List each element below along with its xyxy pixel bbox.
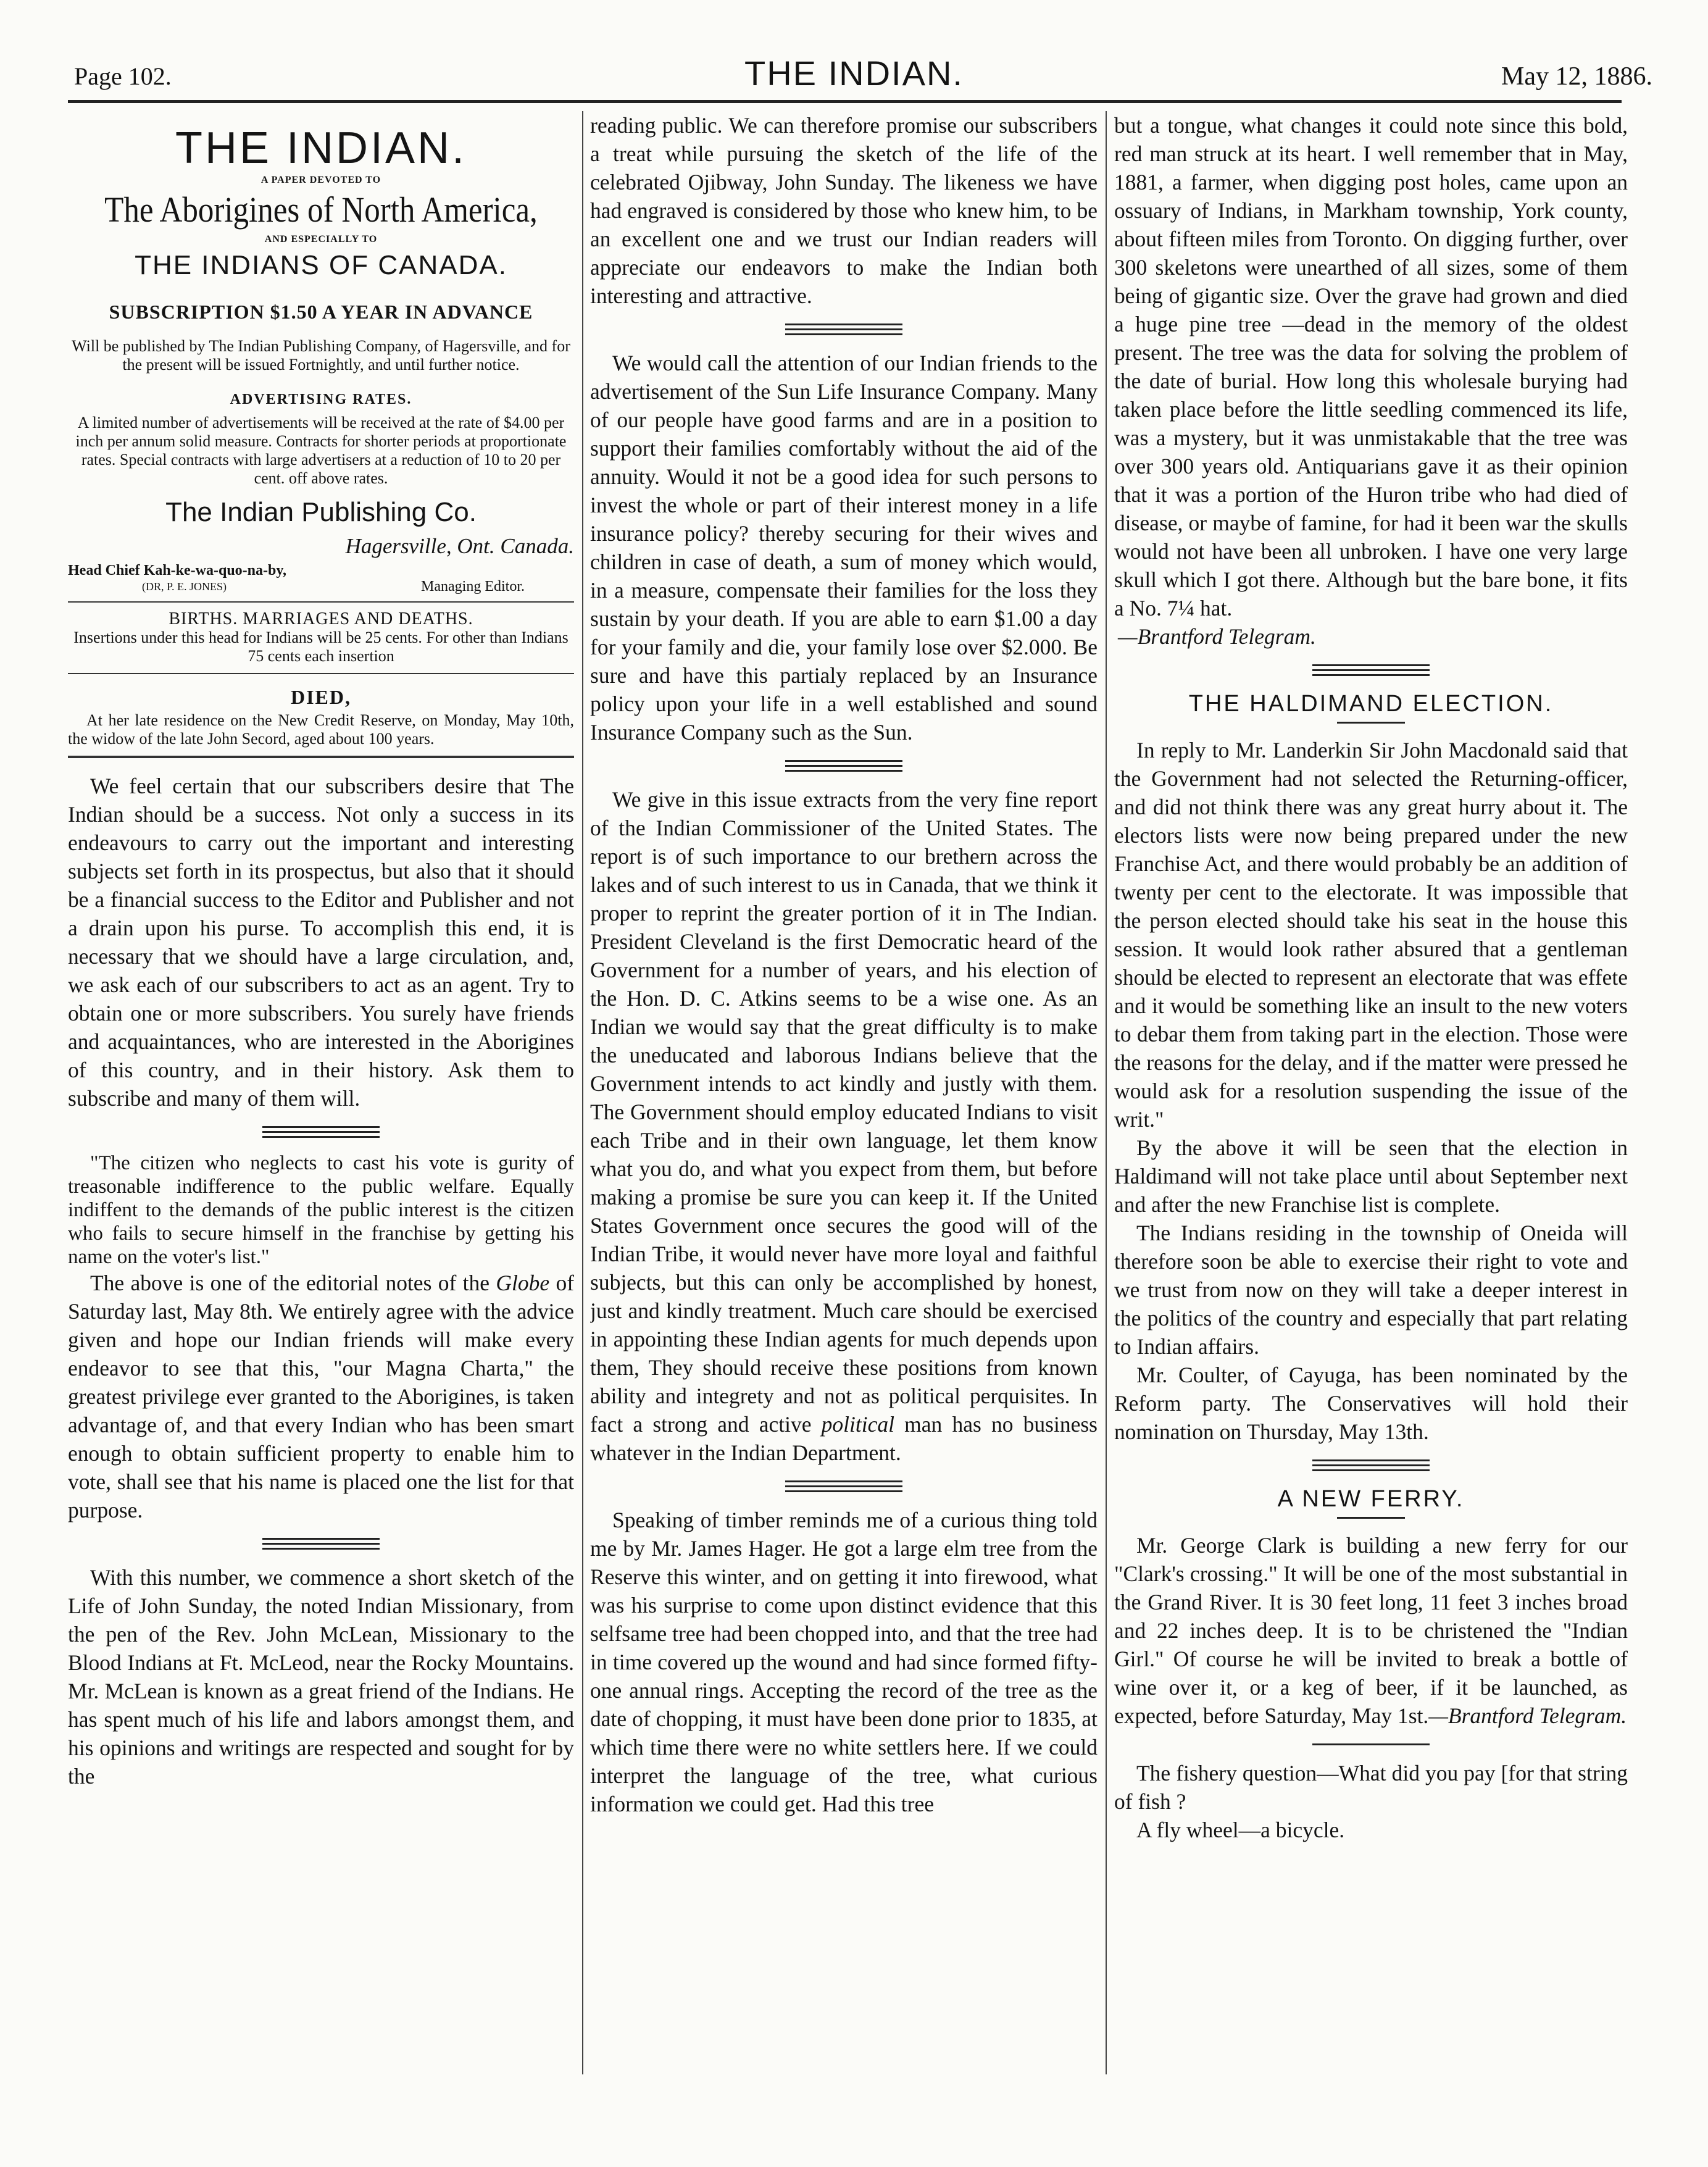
text-run: Mr. George Clark is building a new ferry for our "Clark's crossing." It will be one of the most substantial in the Grand River. It is 30 feet long, 11 feet 3 inches broad and 22 inches deep. It is to be christened the "Indian Girl." Of course he will be invited to break a bottle of wine over it, or a keg of beer, if it be launched, as expected, before Saturday, May 1st. [1114, 1533, 1628, 1728]
subscription-price: SUBSCRIPTION $1.50 A YEAR IN ADVANCE [109, 301, 533, 323]
ornament-rule [785, 1480, 902, 1492]
editorial-subscribers: We feel certain that our subscribers desire that The Indian should be a success. Not only a success in its endeavours to carry out the important and interesting subjects set forth in its prospectus, but also that it should be a financial success to the Editor and Publisher and not a drain upon his purse. To accomplish this end, it is necessary that we should have a large circulation, and, we ask each of our subscribers to act as an agent. Try to obtain one or more subscribers. You surely have friends and acquaintances, who are interested in the Aborigines of this country, and in their history. Ask them to subscribe and many of them will. [68, 774, 574, 1111]
publish-note: Will be published by The Indian Publishing Company, of Hagersville, and for the present will be issued Fortnightly, and until further notice. [72, 337, 570, 374]
editor-role: Managing Editor. [421, 578, 525, 595]
haldimand-para: Mr. Coulter, of Cayuga, has been nominated by the Reform party. The Conservatives will hold their nomination on Thursday, May 13th. [1114, 1363, 1628, 1444]
ornament-rule [785, 324, 902, 335]
publisher-name: The Indian Publishing Co. [165, 497, 477, 527]
paper-title: THE INDIAN. [744, 54, 964, 93]
died-heading: DIED, [290, 686, 351, 708]
john-sunday-continued: reading public. We can therefore promise our subscribers a treat while pursuing the sketch of the life of the celebrated Ojibway, John Sunday. The likeness we have had engraved is considered by those who knew him, to be an excellent one and we trust our Indian readers will appreciate our endeavors to make the Indian both interesting and attractive. [590, 113, 1098, 308]
editor-line [68, 562, 574, 594]
joke-para: The fishery question—What did you pay [for that string of fish ? [1114, 1761, 1628, 1814]
text-run: man has no business whatever in the Indian Department. [590, 1412, 1098, 1465]
ornament-rule [785, 760, 902, 772]
column-divider [1106, 111, 1107, 2074]
masthead-subtitle: The Aborigines of North America, [104, 190, 538, 230]
divider [68, 601, 574, 603]
column-divider [582, 111, 583, 2074]
ornament-rule [262, 1126, 380, 1138]
commissioner-editorial [590, 785, 1098, 1467]
source-credit: —Brantford Telegram. [1118, 624, 1316, 649]
publisher-place: Hagersville, Ont. Canada. [345, 534, 574, 558]
haldimand-heading: THE HALDIMAND ELECTION. [1188, 691, 1554, 717]
editorial-john-sunday: With this number, we commence a short sketch of the Life of John Sunday, the noted Indian Missionary, from the pen of the Rev. John McLean, Missionary to the Blood Indians at Ft. McLeod, near the Rocky Mountains. Mr. McLean is known as a great friend of the Indians. He has spent much of his life and labors amongst them, and his opinions and writings are respected and sought for by the [68, 1565, 574, 1789]
ornament-rule [1312, 664, 1430, 676]
masthead-title: THE INDIAN. [175, 123, 467, 173]
header-rule [68, 100, 1622, 103]
ornament-rule [262, 1538, 380, 1550]
insurance-editorial: We would call the attention of our Indian friends to the advertisement of the Sun Life Insurance Company. Many of our people have good farms and are in a position to support their families comfortably without the aid of the annuity. Would it not be a good idea for such persons to invest the whole or part of their interest money in a life insurance policy? thereby securing for their wives and children in case of death, a sum of money which would, in a measure, compensate their families for the loss they sustain by your death. If you are able to earn $1.00 a day for your family and die, your family lose over $2.000. Be sure and have this partialy replaced by an Insurance policy upon your life in a well established and sound Insurance Company such as the Sun. [590, 351, 1098, 745]
joke-para: A fly wheel—a bicycle. [1136, 1818, 1345, 1842]
masthead-tagline: A PAPER DEVOTED TO [260, 175, 381, 185]
globe-quote: "The citizen who neglects to cast his vote is gurity of treasonable indifference to the public welfare. Equally indiffent to the demands of the public interest is the citizen who fails to secure himself in the franchise by getting his name on the voter's list." [68, 1152, 574, 1268]
haldimand-para: In reply to Mr. Landerkin Sir John Macdonald said that the Government had not selected the Returning-officer, and did not think there was any great hurry about it. The electors lists were now being prepared under the new Franchise Act, and there would probably be an addition of twenty per cent to the electorate. It was impossible that the person elected should take his seat in the house this session. It would look rather absured that a gentleman should be elected to represent an electorate that was effete and it would be something like an insult to the new voters to debar them from taking part in the election. Those were the reasons for the delay, and if the matter were pressed he would ask for a resolution suspending the issue of the writ." [1114, 738, 1628, 1132]
divider [68, 673, 574, 674]
italic-run: Globe [496, 1271, 550, 1295]
italic-run: political [821, 1412, 894, 1437]
page-header [37, 49, 1671, 99]
ferry-para [1114, 1531, 1628, 1730]
text-run: We give in this issue extracts from the very fine report of the Indian Commissioner of the United States. The report is of such importance to our brethern across the lakes and of such interest to us in Canada, that we think it proper to reprint the greater portion of it in The Indian. President Cleveland is the first Democratic heard of the Government for a number of years, and his election of the Hon. D. C. Atkins seems to be a wise one. As an Indian we would say that the great difficulty is to make the uneducated and laborous Indians believe that the Government intends to act kindly and justly with them. The Government should employ educated Indians to visit each Tribe and in their own language, let them know what you do, and what you expect from them, but before making a promise be sure you can keep it. If the United States Government once secures the good will of the Indian Tribe, it would never have more loyal and faithful subjects, but this can only be accomplished by honest, just and kindly treatment. Much care should be exercised in appointing these Indian agents for much depends upon them, They should receive these positions from known ability and integrety and not as political perquisites. In fact a strong and active [590, 787, 1098, 1437]
haldimand-para: The Indians residing in the township of Oneida will therefore soon be able to exercise their right to vote and we trust from now on they will take a deeper interest in the politics of the country and especially that part relating to Indian affairs. [1114, 1221, 1628, 1359]
column-1 [68, 111, 574, 2074]
masthead-tagline: AND ESPECIALLY TO [264, 234, 378, 244]
italic-run: —Brantford Telegram. [1428, 1703, 1627, 1728]
masthead-subtitle-2: THE INDIANS OF CANADA. [135, 250, 507, 280]
page-number: Page 102. [74, 62, 172, 90]
short-rule [1337, 722, 1405, 724]
text-run: The above is one of the editorial notes of the [90, 1271, 489, 1295]
editorial-vote [68, 1269, 574, 1524]
notices-heading: BIRTHS. MARRIAGES AND DEATHS. [169, 609, 473, 628]
ornament-rule [1312, 1459, 1430, 1471]
editor-name: Head Chief Kah-ke-wa-quo-na-by, [68, 562, 287, 578]
notices-rates: Insertions under this head for Indians will be 25 cents. For other than Indians 75 cents each insertion [73, 628, 569, 665]
ferry-heading: A NEW FERRY. [1277, 1486, 1465, 1512]
death-notice: At her late residence on the New Credit Reserve, on Monday, May 10th, the widow of the late John Secord, aged about 100 years. [68, 711, 574, 748]
ornament-rule [1312, 1743, 1430, 1745]
column-3 [1114, 111, 1628, 2074]
haldimand-para: By the above it will be seen that the election in Haldimand will not take place until about September next and after the new Franchise list is complete. [1114, 1135, 1628, 1217]
advertising-text: A limited number of advertisements will be received at the rate of $4.00 per inch per annum solid measure. Contracts for shorter periods at proportionate rates. Special contracts with large advertisers at a reduction of 10 to 20 per cent. off above rates. [75, 414, 567, 487]
masthead [68, 123, 574, 594]
timber-story: Speaking of timber reminds me of a curious thing told me by Mr. James Hager. He got a large elm tree from the Reserve this winter, and on getting it into firewood, what was his surprise to come upon distinct evidence that this selfsame tree had been chopped into, and that the tree had in time covered up the wound and had since formed fifty-one annual rings. Accepting the record of the tree as the date of chopping, it must have been done prior to 1835, at which time there were no white settlers here. If we could interpret the language of the tree, what curious information we could get. Had this tree [590, 1508, 1098, 1816]
timber-story-continued: but a tongue, what changes it could note since this bold, red man struck at its heart. I well remember that in May, 1881, a farmer, when digging post holes, came upon an ossuary of Indians, in Markham township, York county, about fifteen miles from Toronto. On digging further, over 300 skeletons were unearthed of all sizes, some of them being of gigantic size. Over the grave had grown and died a huge pine tree —dead in the memory of the oldest present. The tree was the data for solving the problem of the date of burial. How long this wholesale burying had taken place before the little seedling commenced its life, was a mystery, but it was unmistakable that the tree was over 300 years old. Antiquarians gave it as their opinion that it was a portion of the Huron tribe who had died of disease, or maybe of famine, for had it been war the skulls would not have been all unbroken. I have one very large skull which I got there. Although but the bare bone, it fits a No. 7¼ hat. [1114, 113, 1628, 620]
short-rule [1337, 1517, 1405, 1519]
divider [68, 756, 574, 758]
text-run: of Saturday last, May 8th. We entirely agree with the advice given and hope our Indian friends will make every endeavor to see that this, "our Magna Charta," the greatest privilege ever granted to the Aborigines, is taken advantage of, and that every Indian who has been smart enough to obtain sufficient property to enable him to vote, shall see that his name is placed one the list for that purpose. [68, 1271, 574, 1522]
issue-date: May 12, 1886. [1501, 62, 1652, 91]
editor-alias: (DR, P. E. JONES) [142, 580, 227, 593]
column-2 [590, 111, 1098, 2074]
advertising-heading: ADVERTISING RATES. [230, 391, 412, 407]
